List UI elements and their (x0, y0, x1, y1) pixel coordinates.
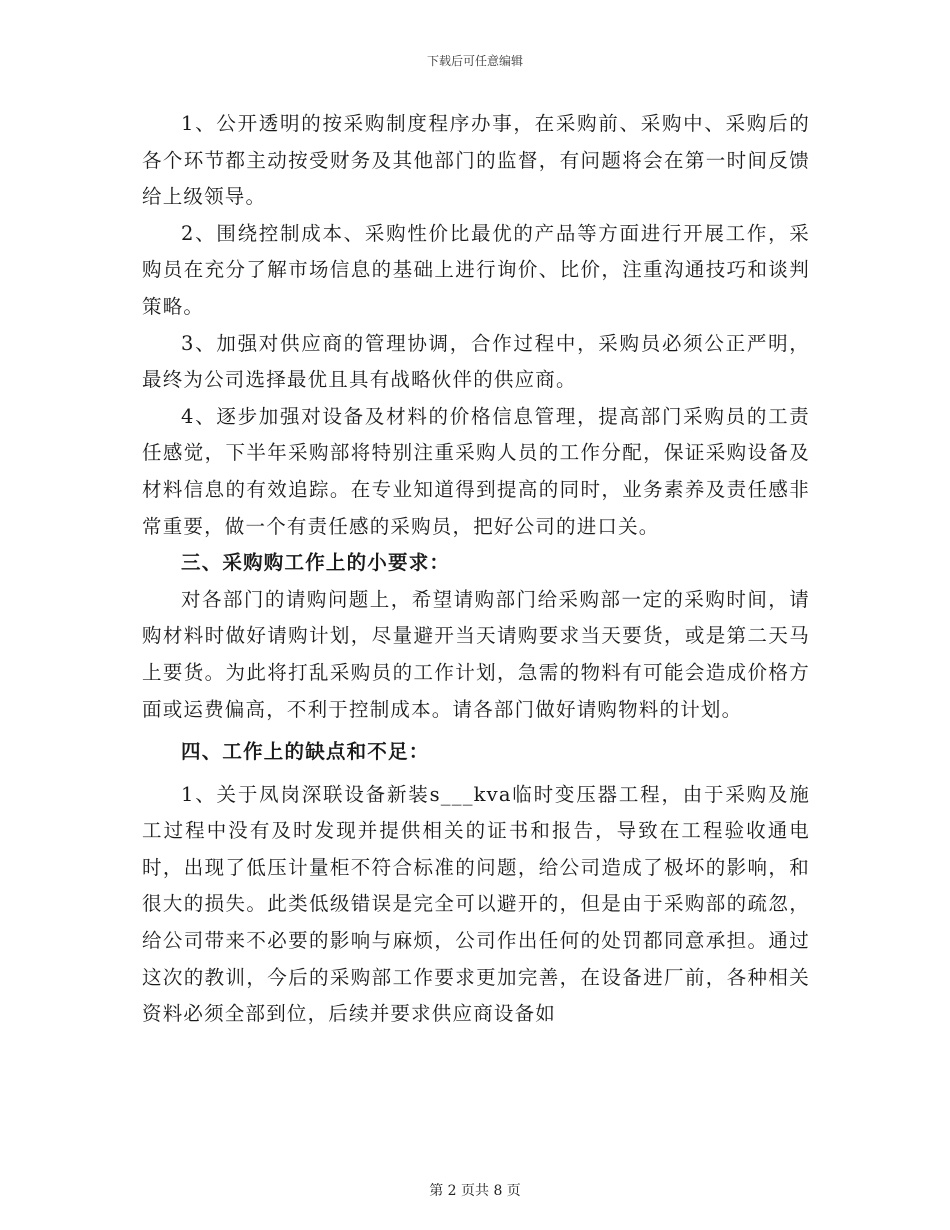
section-4-body: 1、关于凤岗深联设备新装s___kva临时变压器工程，由于采购及施工过程中没有及时发现并提供相关的证书和报告，导致在工程验收通电时，出现了低压计量柜不符合标准的问题，给公司造成了极坏的影响，和很大的损失。此类低级错误是完全可以避开的，但是由于采购部的疏忽，给公司带来不必要的影响与麻烦，公司作出任何的处罚都同意承担。通过这次的教训，今后的采购部工作要求更加完善，在设备进厂前，各种相关资料必须全部到位，后续并要求供应商设备如 (142, 782, 810, 1026)
paragraph-3: 3、加强对供应商的管理协调，合作过程中，采购员必须公正严明，最终为公司选择最优且具有战略伙伴的供应商。 (142, 331, 810, 392)
paragraph-1: 1、公开透明的按采购制度程序办事，在采购前、采购中、采购后的各个环节都主动按受财务及其他部门的监督，有问题将会在第一时间反馈给上级领导。 (142, 112, 810, 209)
paragraph-2: 2、围绕控制成本、采购性价比最优的产品等方面进行开展工作，采购员在充分了解市场信息的基础上进行询价、比价，注重沟通技巧和谈判策略。 (142, 221, 810, 318)
paragraph-4: 4、逐步加强对设备及材料的价格信息管理，提高部门采购员的工责任感觉，下半年采购部将特别注重采购人员的工作分配，保证采购设备及材料信息的有效追踪。在专业知道得到提高的同时，业务素养及责任感非常重要，做一个有责任感的采购员，把好公司的进口关。 (142, 404, 810, 538)
section-3-body: 对各部门的请购问题上，希望请购部门给采购部一定的采购时间，请购材料时做好请购计划，尽量避开当天请购要求当天要货，或是第二天马上要货。为此将打乱采购员的工作计划，急需的物料有可能会造成价格方面或运费偏高，不利于控制成本。请各部门做好请购物料的计划。 (142, 587, 810, 721)
document-body (142, 106, 810, 1033)
page-header: 下载后可任意编辑 (426, 54, 523, 68)
page-footer: 第 2 页共 8 页 (429, 1183, 521, 1199)
section-3-heading: 三、采购购工作上的小要求： (181, 551, 451, 575)
section-4-heading: 四、工作上的缺点和不足： (181, 740, 430, 764)
